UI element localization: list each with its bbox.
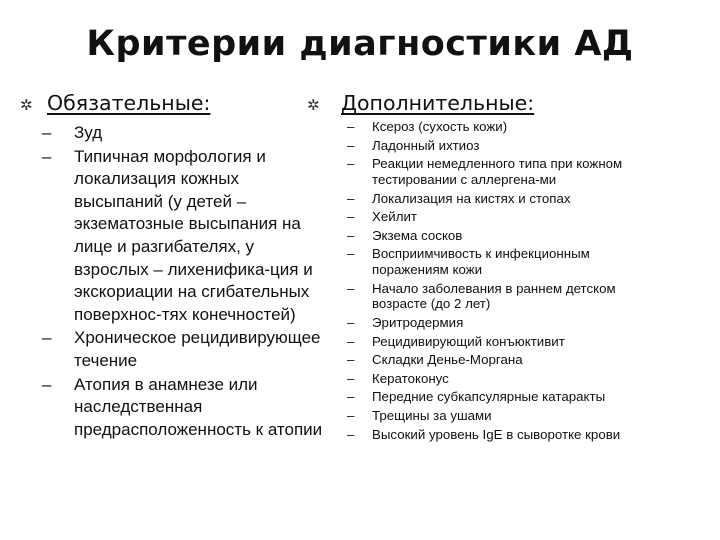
list-item [42,374,327,442]
dash-icon: – [347,280,355,296]
list-item [347,427,647,443]
list-item [347,209,647,225]
dash-icon: – [42,146,52,166]
dash-icon: – [42,328,52,348]
mandatory-criteria-list [42,122,327,442]
list-item [347,156,647,187]
list-item-text: Высокий уровень IgE в сыворотке крови [372,426,621,442]
list-item [42,327,327,372]
dash-icon: – [347,246,355,262]
dash-icon: – [347,333,355,349]
dash-icon: – [347,389,355,405]
list-item [42,122,327,145]
dash-icon: – [347,119,355,134]
list-item [347,281,647,312]
dash-icon: – [42,374,52,394]
list-item [347,191,647,207]
list-item-text: Хроническое рецидивирующее течение [74,328,321,370]
right-heading: Дополнительные: [341,91,535,115]
list-item [347,315,647,331]
list-item [347,119,647,135]
dash-icon: – [347,314,355,330]
list-item-text: Экзема сосков [372,227,463,243]
list-item [42,146,327,327]
list-item [347,371,647,387]
right-bullet-icon: ✲ [307,97,320,114]
dash-icon: – [42,123,52,142]
list-item-text: Начало заболевания в раннем детском возрасте (до 2 лет) [372,280,616,312]
slide-title: Критерии диагностики АД [86,24,634,64]
dash-icon: – [347,190,355,206]
list-item-text: Ксероз (сухость кожи) [372,119,508,134]
list-item-text: Типичная морфология и локализация кожных высыпаний (у детей – экзематозные высыпания на лице и разгибателях, у взрослых – лихенифика-ция и экскориации на сгибательных поверхнос-тях конечностей) [74,146,313,324]
list-item [347,352,647,368]
list-item-text: Локализация на кистях и стопах [372,190,571,206]
list-item [347,408,647,424]
dash-icon: – [347,370,355,386]
list-item-text: Эритродермия [372,314,464,330]
list-item-text: Зуд [74,123,103,142]
additional-criteria-list [347,119,647,445]
list-item-text: Восприимчивость к инфекционным поражениям кожи [372,246,590,278]
list-item-text: Ладонный ихтиоз [372,137,480,153]
left-heading: Обязательные: [47,91,211,115]
list-item-text: Передние субкапсулярные катаракты [372,389,606,405]
left-bullet-icon: ✲ [20,97,33,114]
list-item-text: Атопия в анамнезе или наследственная предрасположенность к атопии [74,374,323,439]
list-item [347,334,647,350]
list-item-text: Рецидивирующий конъюктивит [372,333,565,349]
dash-icon: – [347,209,355,225]
list-item [347,389,647,405]
dash-icon: – [347,426,355,442]
list-item [347,246,647,277]
list-item-text: Складки Денье-Моргана [372,352,523,368]
dash-icon: – [347,227,355,243]
dash-icon: – [347,137,355,153]
list-item [347,138,647,154]
dash-icon: – [347,156,355,172]
list-item-text: Хейлит [372,209,417,225]
list-item-text: Реакции немедленного типа при кожном тестировании с аллергена-ми [372,156,623,187]
dash-icon: – [347,352,355,368]
list-item-text: Кератоконус [372,370,449,386]
dash-icon: – [347,408,355,424]
list-item [347,228,647,244]
list-item-text: Трещины за ушами [372,408,492,424]
